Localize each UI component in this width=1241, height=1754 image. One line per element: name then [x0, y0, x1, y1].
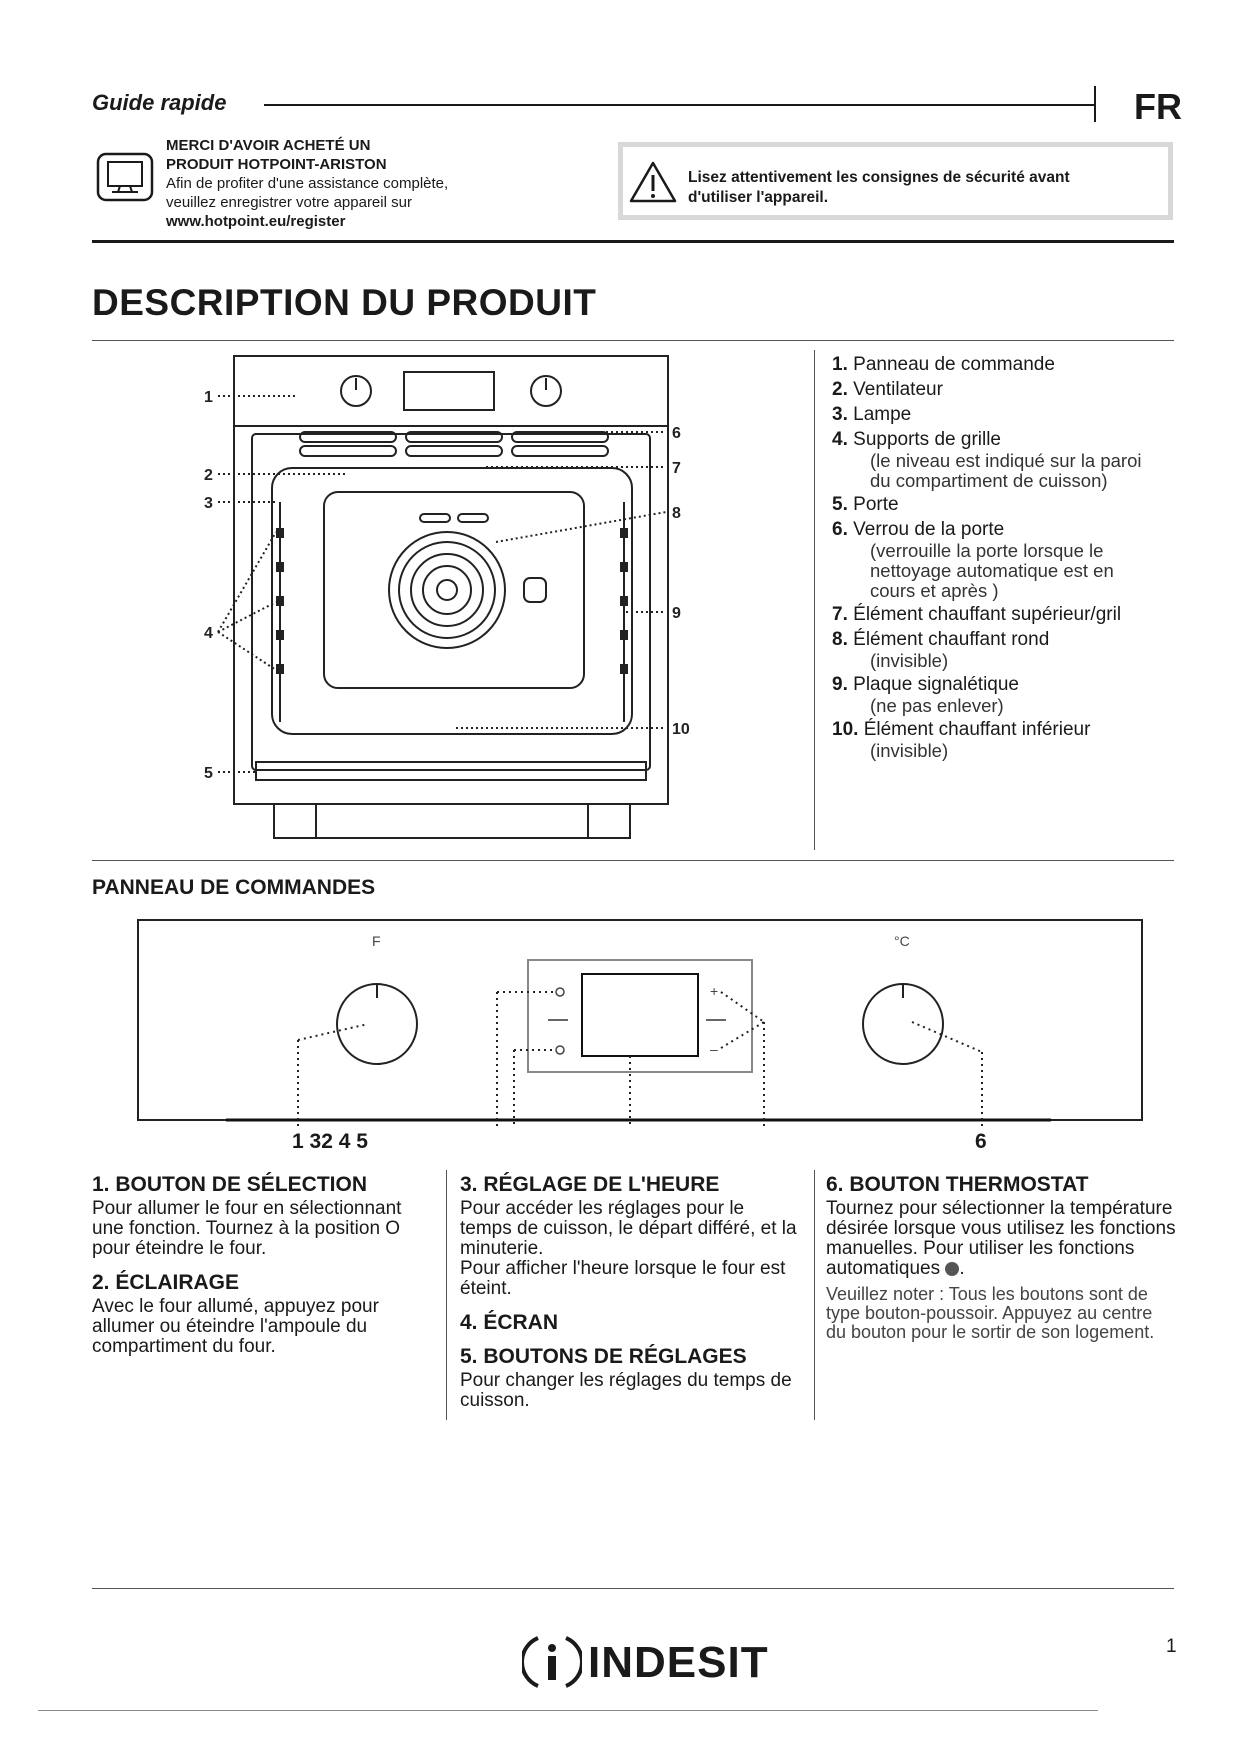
callout-10: 10: [672, 721, 690, 738]
callout-6: 6: [672, 425, 681, 442]
part-item: [832, 354, 1142, 376]
part-label: Lampe: [853, 404, 912, 425]
part-label: Ventilateur: [853, 379, 943, 400]
thank-line-2: veuillez enregistrer votre appareil sur: [166, 194, 412, 211]
minus-button-label: –: [710, 1041, 718, 1057]
knob-left-label: F: [372, 933, 381, 949]
header-tick: [1094, 86, 1096, 122]
part-item: [832, 404, 1142, 426]
part-label: Élément chauffant inférieur: [863, 719, 1091, 740]
part-number: 8.: [832, 629, 848, 650]
part-sub-note: (verrouille la porte lorsque le: [870, 540, 1104, 561]
s6-note: Veuillez noter : Tous les boutons sont de type bouton-poussoir. Appuyez au centre du bouton pour le sortir de son logement.: [826, 1284, 1155, 1342]
part-number: 1.: [832, 354, 848, 375]
plus-button-label: +: [710, 983, 719, 999]
s6-text-body: Tournez pour sélectionner la température désirée lorsque vous utilisez les fonctions manuelles. Pour utiliser les fonctions automatiques: [826, 1198, 1176, 1279]
s3-text-2: Pour afficher l'heure lorsque le four est éteint.: [460, 1258, 786, 1299]
oven-diagram: [196, 352, 716, 847]
thank-title-1: MERCI D'AVOIR ACHETÉ UN: [166, 137, 371, 154]
part-sub-note: (invisible): [870, 650, 949, 671]
callout-5: 5: [204, 765, 213, 782]
column-1: [92, 1175, 422, 1367]
indesit-logo: [522, 1632, 582, 1697]
s6-text: Tournez pour sélectionner la température désirée lorsque vous utilisez les fonctions manuelles. Pour utiliser les fonctions automatiques .: [826, 1198, 1176, 1279]
part-sub-note: (le niveau est indiqué sur la paroi: [870, 450, 1142, 471]
callout-1: 1: [204, 389, 213, 406]
panel-rule: [92, 860, 1174, 861]
callout-9: 9: [672, 605, 681, 622]
part-label: Plaque signalétique: [853, 674, 1019, 695]
callout-2: 2: [204, 467, 213, 484]
part-sub-note: (invisible): [870, 740, 949, 761]
callout-3: 3: [204, 495, 213, 512]
callout-8: 8: [672, 505, 681, 522]
part-number: 2.: [832, 379, 848, 400]
part-item: [832, 604, 1142, 626]
part-number: 7.: [832, 604, 848, 625]
part-number: 6.: [832, 519, 848, 540]
part-number: 9.: [832, 674, 848, 695]
s3-text: Pour accéder les réglages pour le temps de cuisson, le départ différé, et la minuterie.: [460, 1198, 797, 1259]
s1-text: Pour allumer le four en sélectionnant une fonction. Tournez à la position O pour éteindre le four.: [92, 1198, 402, 1259]
guide-title: Guide rapide: [92, 90, 227, 115]
part-number: 4.: [832, 429, 848, 450]
s2-text: Avec le four allumé, appuyez pour allumer ou éteindre l'ampoule du compartiment du four.: [92, 1296, 379, 1357]
control-panel-diagram: [136, 918, 1146, 1153]
panel-callout-right: 6: [975, 1130, 987, 1153]
header-bottom-rule: [92, 240, 1174, 243]
s5-title: 5. BOUTONS DE RÉGLAGES: [460, 1345, 747, 1368]
auto-functions-icon: [945, 1262, 959, 1276]
part-label: Élément chauffant supérieur/gril: [853, 604, 1122, 625]
part-label: Élément chauffant rond: [853, 629, 1050, 650]
warning-triangle-icon: [628, 160, 678, 209]
s4-title: 4. ÉCRAN: [460, 1311, 559, 1334]
part-label: Verrou de la porte: [853, 519, 1005, 540]
s5-text: Pour changer les réglages du temps de cuisson.: [460, 1370, 792, 1411]
part-item: [832, 519, 1142, 541]
register-url[interactable]: www.hotpoint.eu/register: [166, 213, 346, 230]
s1-title: 1. BOUTON DE SÉLECTION: [92, 1173, 367, 1196]
part-item: [832, 719, 1142, 741]
s2-title: 2. ÉCLAIRAGE: [92, 1271, 240, 1294]
description-divider: [814, 350, 815, 850]
part-label: Panneau de commande: [853, 354, 1055, 375]
section-title-description: DESCRIPTION DU PRODUIT: [92, 282, 597, 323]
part-item: [832, 674, 1142, 696]
thank-title-2: PRODUIT HOTPOINT-ARISTON: [166, 156, 387, 173]
column-divider-1: [446, 1170, 447, 1420]
part-sub-note: cours et après ): [870, 580, 999, 601]
footer-rule: [92, 1588, 1174, 1589]
column-3: [826, 1175, 1176, 1352]
part-sub-note: nettoyage automatique est en: [870, 560, 1114, 581]
warning-line-2: d'utiliser l'appareil.: [688, 189, 829, 206]
part-label: Porte: [853, 494, 899, 515]
part-number: 5.: [832, 494, 848, 515]
part-sub-note: (ne pas enlever): [870, 695, 1004, 716]
register-monitor-icon: [96, 152, 154, 209]
s6-title: 6. BOUTON THERMOSTAT: [826, 1173, 1089, 1196]
column-2: [460, 1175, 800, 1421]
description-rule: [92, 340, 1174, 341]
parts-list: [832, 354, 1142, 761]
knob-right-label: °C: [894, 933, 910, 949]
column-divider-2: [814, 1170, 815, 1420]
part-number: 10.: [832, 719, 859, 740]
part-item: [832, 494, 1142, 516]
callout-7: 7: [672, 460, 681, 477]
s3-title: 3. RÉGLAGE DE L'HEURE: [460, 1173, 720, 1196]
brand-wordmark: INDESIT: [588, 1638, 769, 1687]
language-code: FR: [1134, 86, 1182, 127]
callout-4: 4: [204, 625, 213, 642]
safety-warning-text: [688, 168, 1118, 208]
part-item: [832, 379, 1142, 401]
header-rule: [264, 104, 1094, 106]
section-title-control-panel: PANNEAU DE COMMANDES: [92, 876, 376, 899]
part-number: 3.: [832, 404, 848, 425]
panel-callout-left: 1 32 4 5: [292, 1130, 368, 1153]
thank-line-1: Afin de profiter d'une assistance complète,: [166, 175, 449, 192]
part-sub-note: du compartiment de cuisson): [870, 470, 1108, 491]
page-bottom-rule: [38, 1710, 1098, 1711]
register-notice: [166, 136, 506, 231]
part-item: [832, 629, 1142, 651]
page-number: 1: [1166, 1636, 1177, 1657]
part-label: Supports de grille: [853, 429, 1002, 450]
warning-line-1: Lisez attentivement les consignes de sécurité avant: [688, 169, 1070, 186]
part-item: [832, 429, 1142, 451]
